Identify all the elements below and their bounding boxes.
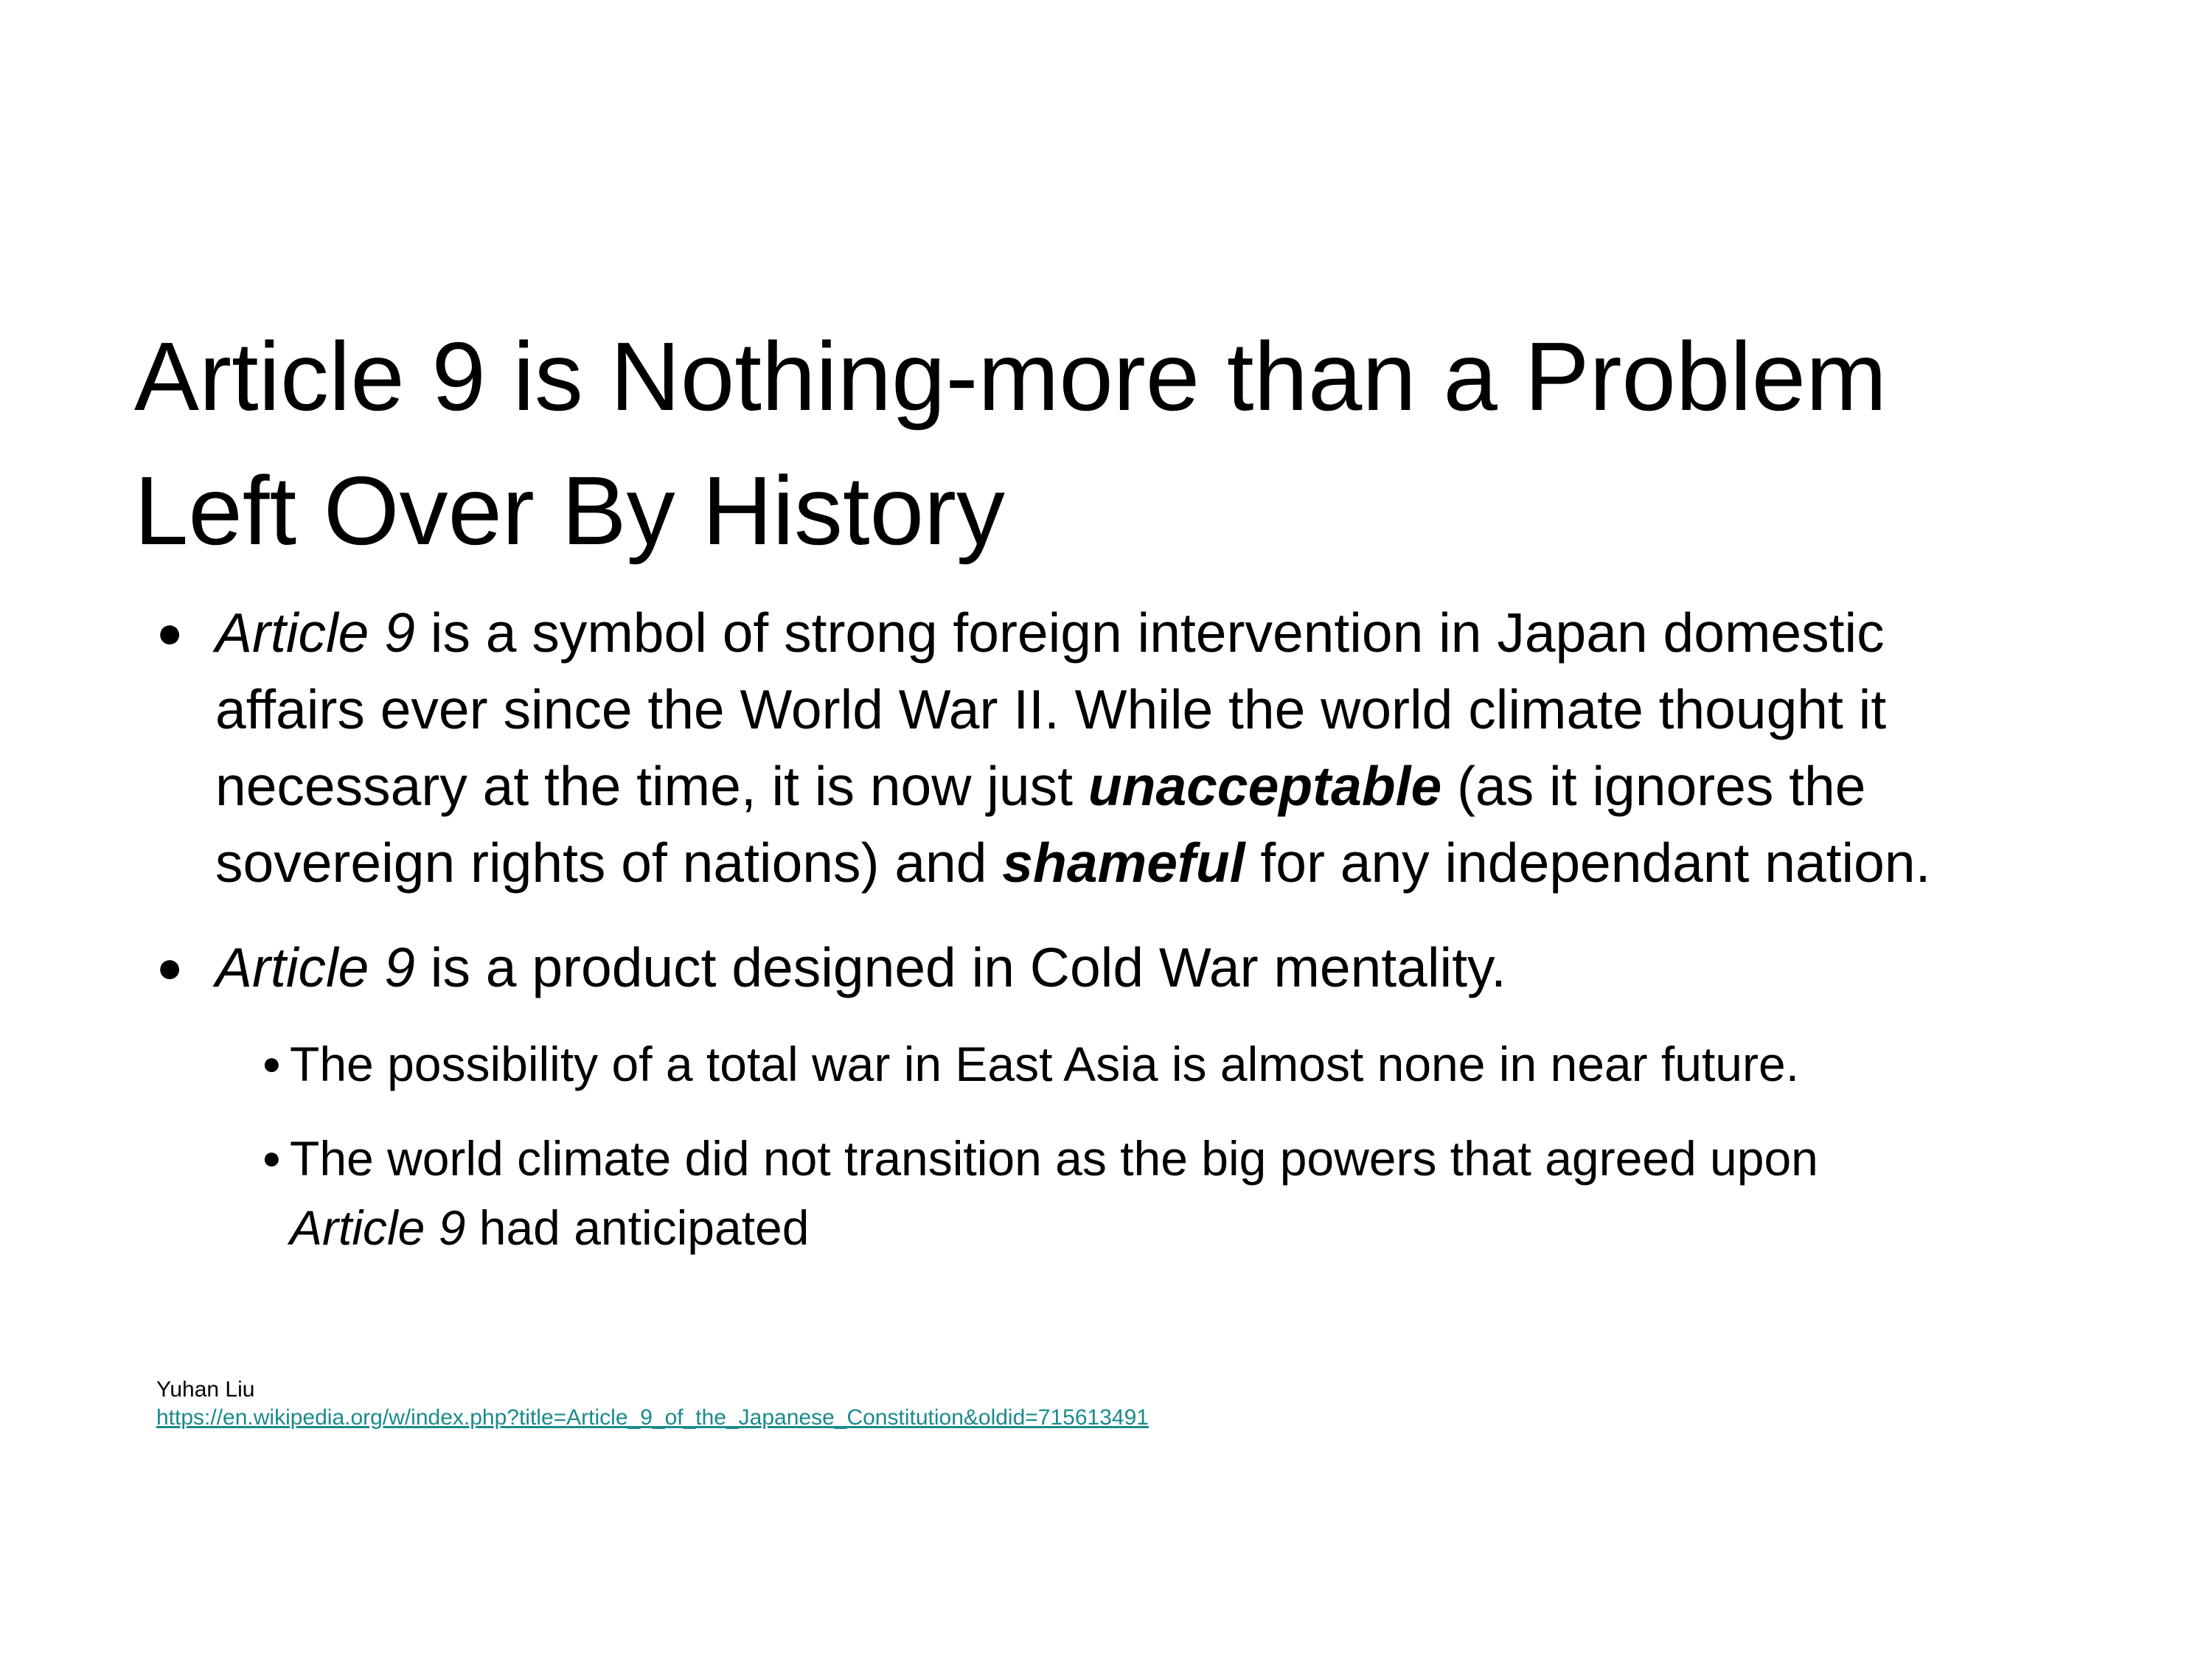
bullet-point-1 — [134, 594, 2125, 901]
bullet-point-1-line-3 — [215, 748, 2125, 824]
sub-bullet-2 — [254, 1124, 2098, 1262]
sub-bullet-2-line-2 — [290, 1193, 2098, 1262]
point-1-line-4-text-b: for any independant nation. — [1245, 832, 1931, 894]
bullet-point-2-line-1 — [215, 929, 2125, 1006]
unacceptable-emphasis: unacceptable — [1088, 755, 1442, 817]
point-2-text: is a product designed in Cold War mentality. — [414, 936, 1506, 998]
bullet-dot-icon: ● — [156, 942, 184, 992]
bullet-point-1-line-1 — [215, 594, 2125, 671]
bullet-dot-icon: ● — [262, 1140, 282, 1176]
slide-footer — [156, 1376, 1149, 1432]
bullet-dot-icon: ● — [262, 1046, 282, 1082]
sub-bullet-1-line-1: The possibility of a total war in East Asia is almost none in near future. — [290, 1037, 1800, 1091]
bullet-point-1-line-2: affairs ever since the World War II. While the world climate thought it — [215, 678, 1887, 740]
source-link[interactable]: https://en.wikipedia.org/w/index.php?title=Article_9_of_the_Japanese_Constitution&oldid=715613491 — [156, 1405, 1149, 1430]
bullet-point-2-text — [215, 929, 2125, 1006]
author-name: Yuhan Liu — [156, 1377, 255, 1402]
point-1-line-3-text-a: necessary at the time, it is now just — [215, 755, 1088, 817]
article-9-emphasis: Article 9 — [290, 1200, 466, 1255]
point-1-line-1-text: is a symbol of strong foreign intervention in Japan domestic — [414, 602, 1885, 664]
sub-bullet-2-rest-text: had anticipated — [465, 1200, 810, 1255]
sub-bullet-2-text — [290, 1124, 2098, 1262]
bullet-point-1-text — [215, 594, 2125, 901]
slide-title — [134, 310, 2125, 578]
bullet-point-1-line-4 — [215, 824, 2125, 901]
sub-bullet-1 — [254, 1029, 2098, 1099]
bullet-point-2 — [134, 929, 2125, 1006]
title-line-1: Article 9 is Nothing-more than a Problem — [134, 322, 1888, 431]
sub-bullet-2-line-1: The world climate did not transition as the big powers that agreed upon — [290, 1131, 1818, 1186]
sub-bullet-1-text — [290, 1029, 2098, 1099]
bullet-dot-icon: ● — [156, 608, 184, 657]
article-9-emphasis: Article 9 — [215, 602, 415, 664]
shameful-emphasis: shameful — [1002, 832, 1245, 894]
point-1-line-4-text-a: sovereign rights of nations) and — [215, 832, 1003, 894]
article-9-emphasis: Article 9 — [215, 936, 415, 998]
title-line-2: Left Over By History — [134, 456, 1005, 565]
point-1-line-3-text-b: (as it ignores the — [1441, 755, 1866, 817]
